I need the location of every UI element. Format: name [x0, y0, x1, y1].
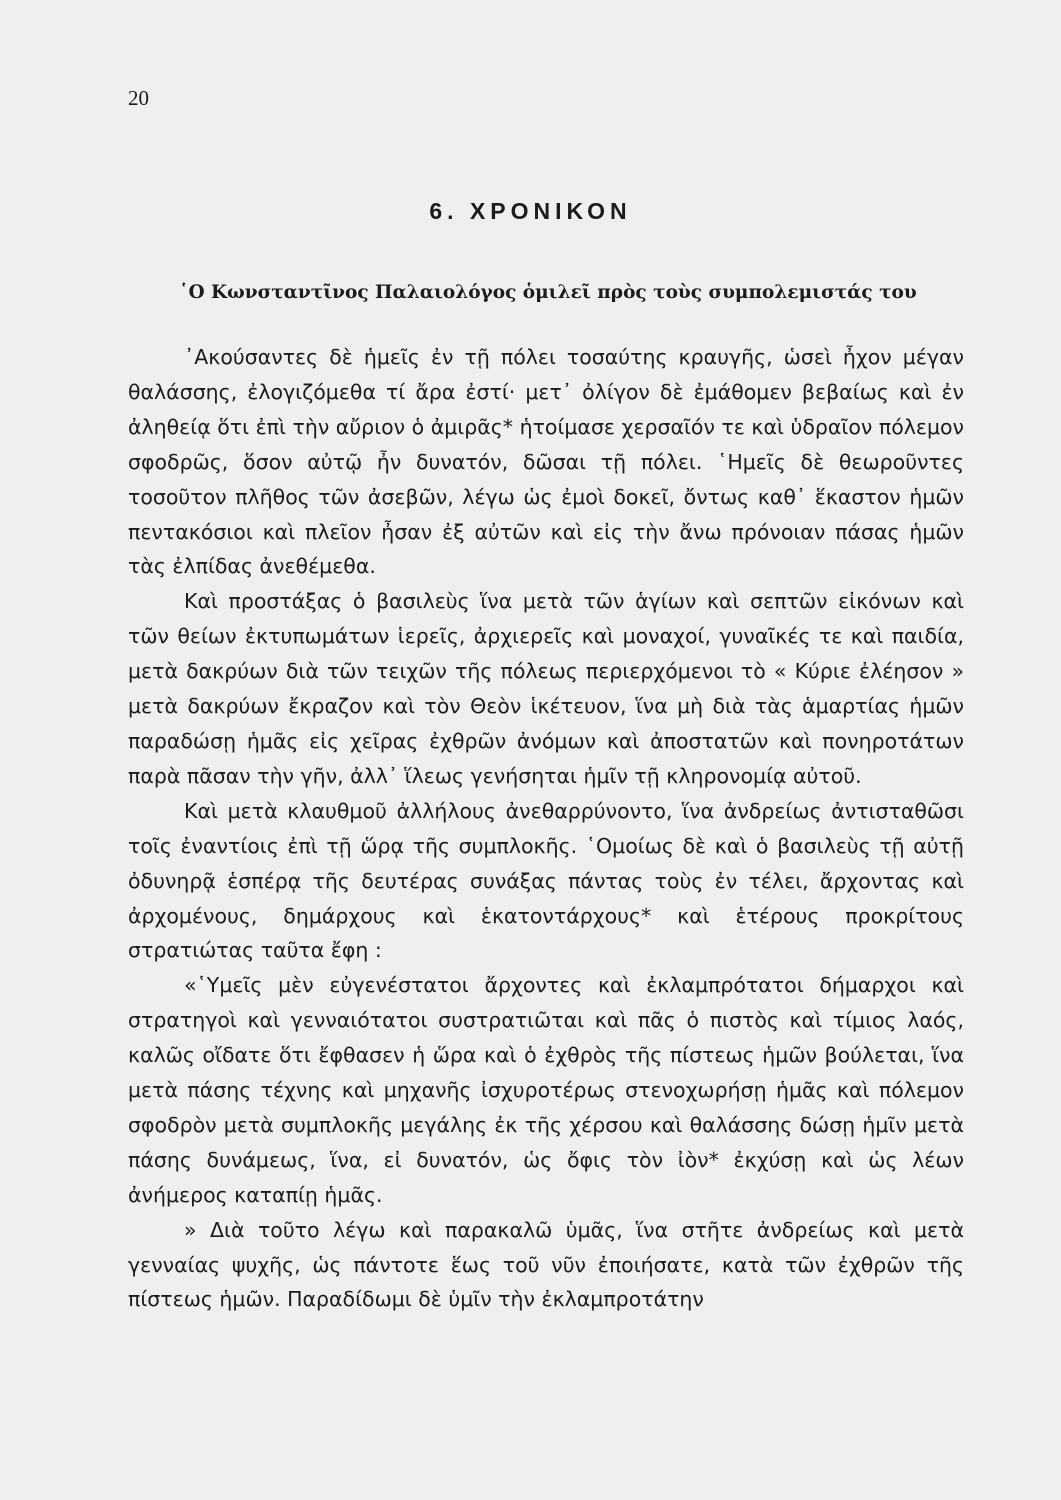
paragraph-2: Καὶ προστάξας ὁ βασιλεὺς ἵνα μετὰ τῶν ἁγίων καὶ σεπτῶν εἰκόνων καὶ τῶν θείων ἐκτυπωμάτων ἱερεῖς, ἀρχιερεῖς καὶ μοναχοί, γυναῖκές τε καὶ παιδία, μετὰ δακρύων διὰ τῶν τειχῶν τῆς πόλεως περιερχόμενοι τὸ « Κύριε ἐλέησον » μετὰ δακρύων ἔκραζον καὶ τὸν Θεὸν ἱκέτευον, ἵνα μὴ διὰ τὰς ἁμαρτίας ἡμῶν παραδώσῃ ἡμᾶς εἰς χεῖρας ἐχθρῶν ἀνόμων καὶ ἀποστατῶν καὶ πονηροτάτων παρὰ πᾶσαν τὴν γῆν, ἀλλ᾿ ἵλεως γενήσηται ἡμῖν τῇ κληρονομίᾳ αὐτοῦ.: [128, 589, 964, 788]
paragraph-1: ᾿Ακούσαντες δὲ ἡμεῖς ἐν τῇ πόλει τοσαύτης κραυγῆς, ὡσεὶ ἦχον μέγαν θαλάσσης, ἐλογιζόμεθα τί ἄρα ἐστί· μετ᾿ ὀλίγον δὲ ἐμάθομεν βεβαίως καὶ ἐν ἀληθείᾳ ὅτι ἐπὶ τὴν αὔριον ὁ ἀμιρᾶς* ἡτοίμασε χερσαῖόν τε καὶ ὑδραῖον πόλεμον σφοδρῶς, ὅσον αὐτῷ ἦν δυνατόν, δῶσαι τῇ πόλει. ῾Ημεῖς δὲ θεωροῦντες τοσοῦτον πλῆθος τῶν ἀσεβῶν, λέγω ὡς ἐμοὶ δοκεῖ, ὄντως καθ᾿ ἕκαστον ἡμῶν πεντακόσιοι καὶ πλεῖον ἦσαν ἐξ αὐτῶν καὶ εἰς τὴν ἄνω πρόνοιαν πάσας ἡμῶν τὰς ἐλπίδας ἀνεθέμεθα.: [128, 345, 964, 579]
paragraph-4: «῾Υμεῖς μὲν εὐγενέστατοι ἄρχοντες καὶ ἐκλαμπρότατοι δήμαρχοι καὶ στρατηγοὶ καὶ γενναιότατοι συστρατιῶται καὶ πᾶς ὁ πιστὸς καὶ τίμιος λαός, καλῶς οἴδατε ὅτι ἔφθασεν ἡ ὥρα καὶ ὁ ἐχθρὸς τῆς πίστεως ἡμῶν βούλεται, ἵνα μετὰ πάσης τέχνης καὶ μηχανῆς ἰσχυροτέρως στενοχωρήσῃ ἡμᾶς καὶ πόλεμον σφοδρὸν μετὰ συμπλοκῆς μεγάλης ἐκ τῆς χέρσου καὶ θαλάσσης δώσῃ ἡμῖν μετὰ πάσης δυνάμεως, ἵνα, εἰ δυνατόν, ὡς ὄφις τὸν ἰὸν* ἐκχύσῃ καὶ ὡς λέων ἀνήμερος καταπίῃ ἡμᾶς.: [128, 973, 964, 1207]
page-number: 20: [128, 86, 149, 110]
section-subtitle: ῾Ο Κωνσταντῖνος Παλαιολόγος ὁμιλεῖ πρὸς τοὺς συμπολεμιστάς του: [179, 282, 917, 303]
paragraph-3: Καὶ μετὰ κλαυθμοῦ ἀλλήλους ἀνεθαρρύνοντο, ἵνα ἀνδρείως ἀντισταθῶσι τοῖς ἐναντίοις ἐπὶ τῇ ὥρᾳ τῆς συμπλοκῆς. ῾Ομοίως δὲ καὶ ὁ βασιλεὺς τῇ αὐτῇ ὀδυνηρᾷ ἑσπέρᾳ τῆς δευτέρας συνάξας πάντας τοὺς ἐν τέλει, ἄρχοντας καὶ ἀρχομένους, δημάρχους καὶ ἑκατοντάρχους* καὶ ἑτέρους προκρίτους στρατιώτας ταῦτα ἔφη :: [128, 798, 964, 963]
paragraph-5: » Διὰ τοῦτο λέγω καὶ παρακαλῶ ὑμᾶς, ἵνα στῆτε ἀνδρείως καὶ μετὰ γενναίας ψυχῆς, ὡς πάντοτε ἕως τοῦ νῦν ἐποιήσατε, κατὰ τῶν ἐχθρῶν τῆς πίστεως ἡμῶν. Παραδίδωμι δὲ ὑμῖν τὴν ἐκλαμπροτάτην: [128, 1217, 964, 1312]
body-text: [128, 340, 964, 1317]
chapter-title: 6. ΧΡΟΝΙΚΟΝ: [429, 198, 632, 224]
